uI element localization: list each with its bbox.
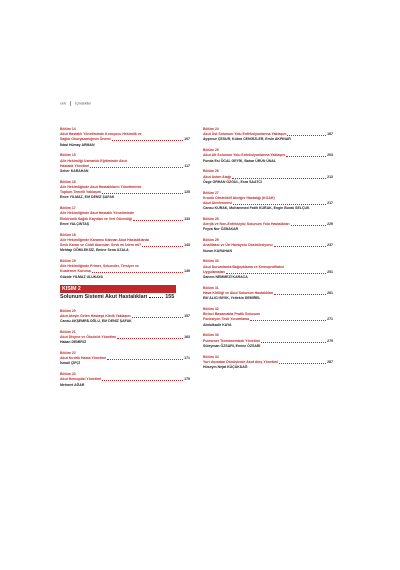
chapter-label: Bölüm 21 [60,329,76,334]
toc-entry[interactable] [60,127,190,148]
chapter-authors: Süleyman ÖZSARI, Emine ÖZSARI [203,343,261,348]
chapter-page: 217 [327,201,333,206]
chapter-title: Sağlık Okuryazarlığının Önemi [60,137,111,142]
chapter-title: Aile Hekimliği Uzmanlık Eğitiminde Akut [60,158,127,163]
chapter-title: Hava Kirliliği ve Akut Solunum Hastalıkları [203,291,274,296]
toc-entry[interactable] [203,286,333,302]
page-number: xxiv [60,101,67,106]
leader-dots [102,380,183,381]
chapter-page: 117 [184,163,190,168]
chapter-page: 261 [327,291,333,296]
chapter-authors: Cansu KURAK, Muhammed Fatih KURAK, Engin Burak SELÇUK [203,206,310,211]
chapter-label: Bölüm 16 [60,179,76,184]
chapter-label: Bölüm 17 [60,206,76,211]
toc-entry[interactable] [60,309,190,325]
toc-column-right [203,127,333,376]
leader-dots [92,272,183,273]
chapter-title: Akut Hastalık Yönetiminde Koruyucu Hekimlik ve [60,132,142,137]
leader-dots [261,342,326,343]
chapter-label: Bölüm 25 [203,148,219,153]
part-leader-dots [149,297,163,298]
chapter-label: Bölüm 26 [203,169,219,174]
chapter-title: Akut Durumlarda Bağışıklama ve Kemoprofilaksi [203,264,284,269]
page-header [60,101,91,106]
chapter-title: Akut Alt Solunum Yolu Enfeksiyonlarına Yaklaşım [203,153,286,158]
chapter-page: 237 [327,243,333,248]
chapter-label: Bölüm 15 [60,153,76,158]
chapter-authors: Abdulkadir KAYA [203,322,232,327]
leader-dots [102,193,183,194]
chapter-label: Bölüm 19 [60,259,76,264]
chapter-authors: Ayşenur ÇESUR, Kübra CENGİZLER, Ersin AKPINAR [203,137,291,142]
chapter-title: Akut Dispne ve Öksürük Yönetimi [60,335,117,340]
part-title: Solunum Sistemi Akut Hastalıkları [60,293,148,300]
chapter-label: Bölüm 22 [60,351,76,356]
chapter-page: 187 [327,132,333,137]
leader-dots [112,140,184,141]
leader-dots [233,204,326,205]
leader-dots [291,225,327,226]
chapter-authors: Cansu AKŞEMRİLOĞLU, Elif DENİZ ŞAFAK [60,319,132,324]
chapter-title: Akut Kırdrik Hasta Yönetimi [60,356,107,361]
chapter-label: Bölüm 23 [60,372,76,377]
chapter-page: 171 [184,356,190,361]
chapter-authors: Elif ALICI BIYIK, Yeltekin DEMİREL [203,296,261,301]
chapter-authors: Güzide YILMAZ ULUKAYA [60,274,104,279]
toc-group-left [60,127,190,280]
header-separator [70,101,71,106]
leader-dots [132,317,184,318]
chapter-label: Bölüm 29 [203,238,219,243]
chapter-title: Yurt dışından Dönüşlerde Akut Ateş Yönetimi [203,359,279,364]
chapter-page: 279 [327,338,333,343]
chapter-page: 213 [327,174,333,179]
chapter-label: Bölüm 32 [203,307,219,312]
leader-dots [117,338,183,339]
chapter-authors: İsmail ÇİFÇİ [60,361,81,366]
chapter-page: 143 [184,243,190,248]
leader-dots [274,246,327,247]
toc-entry[interactable] [203,191,333,212]
leader-dots [107,359,183,360]
toc-entry[interactable] [203,238,333,254]
chapter-title: Elektronik Sağlık Kayıtları ve Veri Güvenliği [60,216,133,221]
chapter-page: 133 [184,216,190,221]
chapter-title: Akut Astım Atağı [203,174,231,179]
chapter-title: Birinci Basamakta Pratik Solunum [203,312,260,317]
chapter-title: Akut Alevlenmesi [203,201,233,206]
toc-entry[interactable] [203,333,333,349]
part-page: 155 [165,293,175,300]
toc-entry[interactable] [60,259,190,280]
chapter-title: Kronik Obstrüktif Akciğer Hastalığı (KOAH) [203,195,275,200]
toc-entry[interactable] [203,169,333,185]
toc-entry[interactable] [60,233,190,254]
part-header [60,285,190,299]
chapter-title: Aile Hekimliğinde Primer, Sekonder, Tersiyer ve [60,264,139,269]
chapter-title: Uygulamaları [203,269,225,274]
leader-dots [287,135,326,136]
chapter-label: Bölüm 33 [203,333,219,338]
chapter-page: 163 [184,335,190,340]
leader-dots [142,246,183,247]
toc-entry[interactable] [203,217,333,233]
chapter-authors: Hakan DEMİRCİ [60,340,87,345]
chapter-title: Aile Hekimliğinde Akut Hastalıkların Yönetiminde [60,185,142,190]
toc-group-right [203,127,333,370]
chapter-authors: Feyza Nur ÖZBAKAR [203,227,239,232]
chapter-title: Fonksiyon Testi Yorumlama [203,317,250,322]
chapter-page: 157 [184,313,190,318]
chapter-page: 107 [184,137,190,142]
chapter-authors: Emre YALÇINTAŞ [60,221,90,226]
chapter-title: Akut Ateşle Gelen Hastaya Klinik Yaklaşım [60,313,131,318]
toc-column-left [60,127,190,393]
toc-entry[interactable] [60,330,190,346]
toc-group-left-part2 [60,309,190,388]
chapter-label: Bölüm 30 [203,259,219,264]
chapter-label: Bölüm 28 [203,217,219,222]
section-title: İçindekiler [75,101,92,106]
chapter-title: Akut Üst Solunum Yolu Enfeksiyonlarına Yaklaşım [203,132,287,137]
toc-entry[interactable] [60,153,190,174]
chapter-authors: Mehmet AĞAR [60,382,85,387]
chapter-page: 251 [327,269,333,274]
chapter-authors: Hüseyin Nejat KÜÇÜKDAĞ [203,365,248,370]
toc-entry[interactable] [203,307,333,328]
chapter-label: Bölüm 34 [203,354,219,359]
toc-entry[interactable] [203,148,333,164]
chapter-title: Toplum Temelli Yaklaşım [60,190,102,195]
leader-dots [286,156,326,157]
chapter-title: Akut Hemoptizi Yönetimi [60,377,102,382]
chapter-authors: Sanem NEMMEZİ KARACA [203,275,248,280]
chapter-title: Pulmoner Tromboemboli Yönetimi [203,338,260,343]
toc-entry[interactable] [60,372,190,388]
toc-entry[interactable] [60,180,190,201]
leader-dots [274,294,326,295]
chapter-title: Alerjik ve Non-Enfeksiyöz Solunum Yolu Hastalıkları [203,222,290,227]
chapter-page: 271 [327,317,333,322]
chapter-authors: Funda Esi ÖCAL GEYİK, Bahar ÜRÜN ÜNAL [203,158,277,163]
toc-entry[interactable] [203,259,333,280]
chapter-page: 179 [184,377,190,382]
part-title-line [60,294,190,300]
chapter-page: 287 [327,359,333,364]
chapter-label: Bölüm 18 [60,232,76,237]
toc-entry[interactable] [203,355,333,371]
toc-entry[interactable] [60,351,190,367]
toc-entry[interactable] [60,206,190,227]
chapter-authors: İkbal Hümay ARMAN [60,142,95,147]
chapter-page: 125 [184,190,190,195]
part-label: KISIM 2 [60,285,176,292]
leader-dots [232,178,326,179]
chapter-title: Kuaterner Koruma [60,269,91,274]
chapter-authors: Emre YILMAZ, Elif DENİZ ŞAFAK [60,195,115,200]
chapter-authors: Mehtap GÖMLEKSİZ, Emine Sena UZALA [60,248,129,253]
chapter-label: Bölüm 20 [60,308,76,313]
chapter-label: Bölüm 14 [60,127,76,131]
chapter-page: 203 [327,153,333,158]
toc-entry[interactable] [203,127,333,143]
leader-dots [250,320,326,321]
leader-dots [90,167,183,168]
chapter-authors: Seher KARAHAN [60,169,89,174]
chapter-label: Bölüm 31 [203,285,219,290]
chapter-authors: Nurun KARAHAN [203,248,232,253]
leader-dots [279,363,326,364]
chapter-title: Hastalık Yönetimi [60,163,90,168]
leader-dots [226,273,326,274]
chapter-title: Aile Hekimliğinde Akut Hastalık Yönetiminde [60,211,135,216]
chapter-page: 229 [327,222,333,227]
chapter-label: Bölüm 24 [203,127,219,131]
chapter-title: Sevk Kararı ve Ciddi Alarmlar: Sevk mi İzlem mi? [60,243,142,248]
chapter-title: Aile Hekimliğinde Karamsı Kalınan Akut Hastalıklarda [60,237,149,242]
chapter-authors: Özge ORHAN ÖZGÜL, Esra SAATCI [203,179,262,184]
chapter-title: Anafilaksi ve Ürt Havayolu Obstrüksiyonu [203,243,273,248]
chapter-label: Bölüm 27 [203,190,219,195]
chapter-page: 149 [184,269,190,274]
leader-dots [133,220,183,221]
